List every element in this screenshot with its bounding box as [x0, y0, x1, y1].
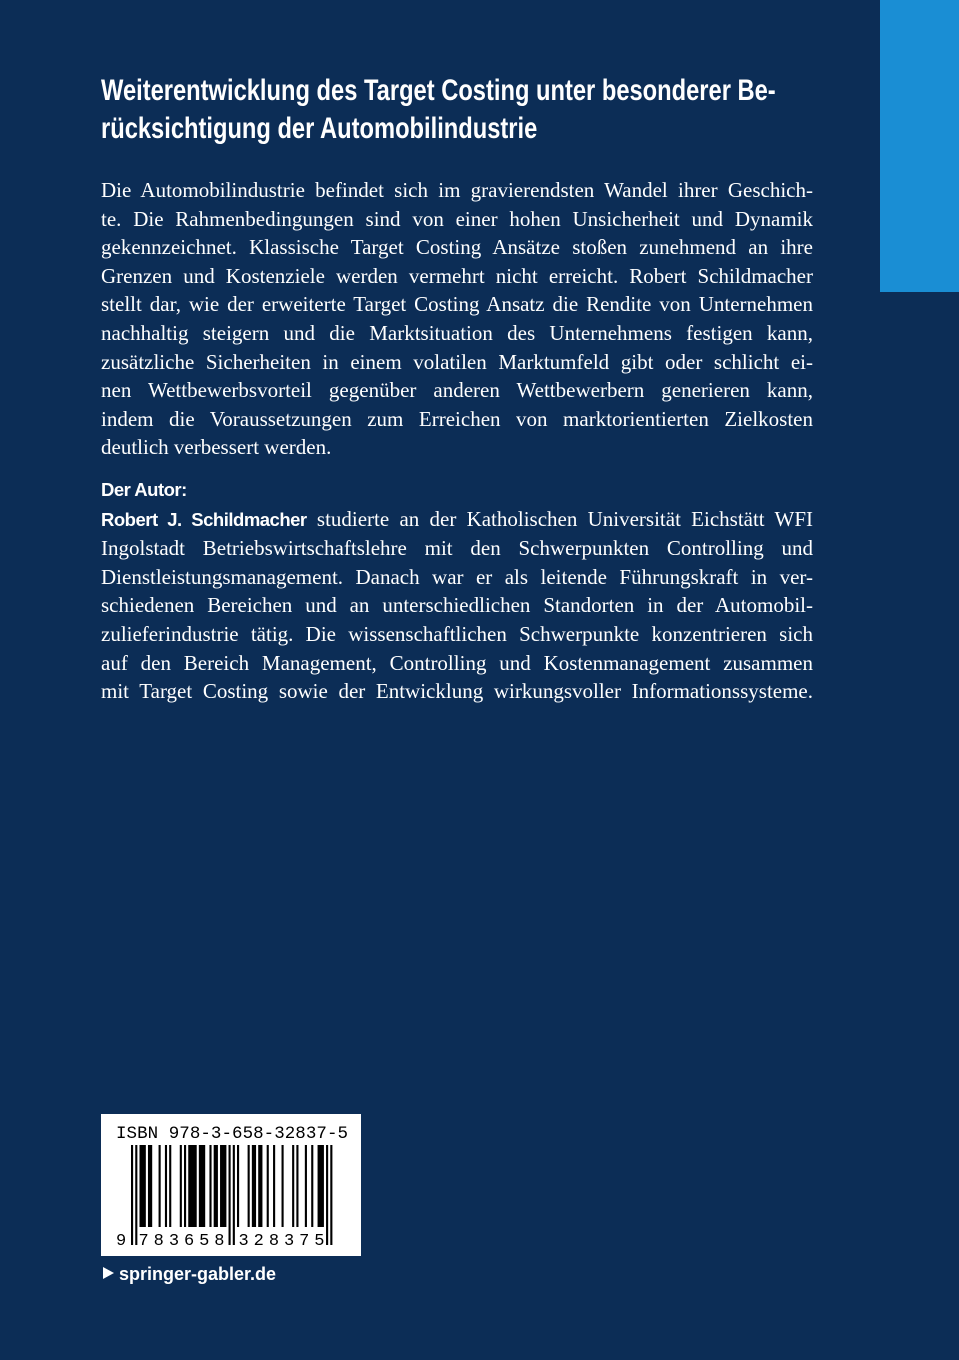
barcode-bar [220, 1145, 226, 1227]
author-bio-line: zulieferindustrie tätig. Die wissenschaftlichen Schwerpunkte konzentrieren sich [101, 621, 813, 646]
barcode-bar [248, 1145, 250, 1227]
title-line [101, 72, 813, 110]
author-bio-text: studierte an der Katholischen Universität Eichstätt WFI [316, 506, 814, 531]
author-bio-line: mit Target Costing sowie der Entwicklung wirkungsvoller Informationssysteme. [101, 679, 813, 704]
isbn-label: ISBN 978-3-658-32837-5 [116, 1124, 348, 1144]
description-line: nen Wettbewerbsvorteil gegenüber anderen Wettbewerbern generieren kann, [101, 378, 813, 403]
barcode-guard-bar [233, 1145, 235, 1245]
barcode-bar [159, 1145, 161, 1227]
barcode-bar [252, 1145, 256, 1227]
ean-right-digits: 328375 [238, 1232, 325, 1251]
barcode-bar [214, 1145, 218, 1227]
barcode-guard-bar [229, 1145, 231, 1245]
description-line: Die Automobilindustrie befindet sich im gravierendsten Wandel ihrer Geschich- [101, 178, 813, 202]
barcode-bar [148, 1145, 152, 1227]
barcode-bar [305, 1145, 307, 1227]
description-line: te. Die Rahmenbedingungen sind von einer hohen Unsicherheit und Dynamik [101, 206, 813, 231]
barcode-bar [258, 1145, 262, 1227]
author-bio-line: auf den Bereich Management, Controlling und Kostenmanagement zusammen [101, 650, 813, 675]
barcode-bar [139, 1145, 145, 1227]
author-bio-line: Ingolstadt Betriebswirtschaftslehre mit den Schwerpunkten Controlling und [101, 536, 813, 561]
description-line: indem die Voraussetzungen zum Erreichen von marktorientierten Zielkosten [101, 406, 813, 431]
barcode-guard-bar [131, 1145, 133, 1245]
barcode-bar [292, 1145, 294, 1227]
author-heading: Der Autor: [101, 479, 187, 500]
title-line-text: Weiterentwicklung des Target Costing unter besonderer Be- [101, 74, 776, 107]
barcode-graphic [101, 1114, 361, 1256]
description-line: deutlich verbessert werden. [101, 435, 332, 460]
publisher-website: springer-gabler.de [119, 1264, 277, 1284]
description-line: gekennzeichnet. Klassische Target Costing Ansätze stoßen zunehmend an ihre [101, 235, 813, 260]
author-section [101, 476, 813, 706]
barcode-guard-bar [135, 1145, 137, 1245]
title-line [101, 110, 813, 148]
barcode-bar [169, 1145, 171, 1227]
barcode-bar [188, 1145, 196, 1227]
title-line-text: rücksichtigung der Automobilindustrie [101, 112, 538, 145]
barcode-bar [318, 1145, 324, 1227]
description-line: zusätzliche Sicherheiten in einem volatilen Marktumfeld gibt oder schlicht ei- [101, 349, 813, 374]
barcode-bar [184, 1145, 186, 1227]
author-bio-line: Dienstleistungsmanagement. Danach war er als leitende Führungskraft in ver- [101, 564, 813, 589]
ean-first-digit: 9 [116, 1232, 127, 1251]
description-line: nachhaltig steigern und die Marktsituation des Unternehmens festigen kann, [101, 320, 813, 345]
barcode-bar [165, 1145, 167, 1227]
author-bio-line: schiedenen Bereichen und an unterschiedlichen Standorten in der Automobil- [101, 593, 813, 618]
description-line: stellt dar, wie der erweiterte Target Costing Ansatz die Rendite von Unternehmen [101, 292, 813, 317]
barcode-bar [273, 1145, 275, 1227]
barcode-bar [282, 1145, 284, 1227]
barcode-bar [180, 1145, 182, 1227]
barcode-bar [267, 1145, 269, 1227]
accent-strip [880, 0, 959, 292]
barcode-bar [311, 1145, 313, 1227]
book-title [101, 72, 813, 148]
isbn-barcode [101, 1114, 361, 1256]
barcode-bar [209, 1145, 211, 1227]
barcode-bars [131, 1145, 332, 1245]
barcode-bar [296, 1145, 298, 1227]
author-bio-line [101, 505, 813, 535]
description-line: Grenzen und Kostenziele werden vermehrt nicht erreicht. Robert Schildmacher [101, 263, 813, 288]
author-name: Robert J. Schildmacher [101, 508, 307, 530]
barcode-bar [237, 1145, 239, 1227]
barcode-bar [199, 1145, 205, 1227]
ean-left-digits: 783658 [138, 1232, 225, 1251]
triangle-right-icon [103, 1267, 114, 1279]
description-paragraph [101, 176, 813, 462]
barcode-guard-bar [326, 1145, 328, 1245]
barcode-guard-bar [330, 1145, 332, 1245]
